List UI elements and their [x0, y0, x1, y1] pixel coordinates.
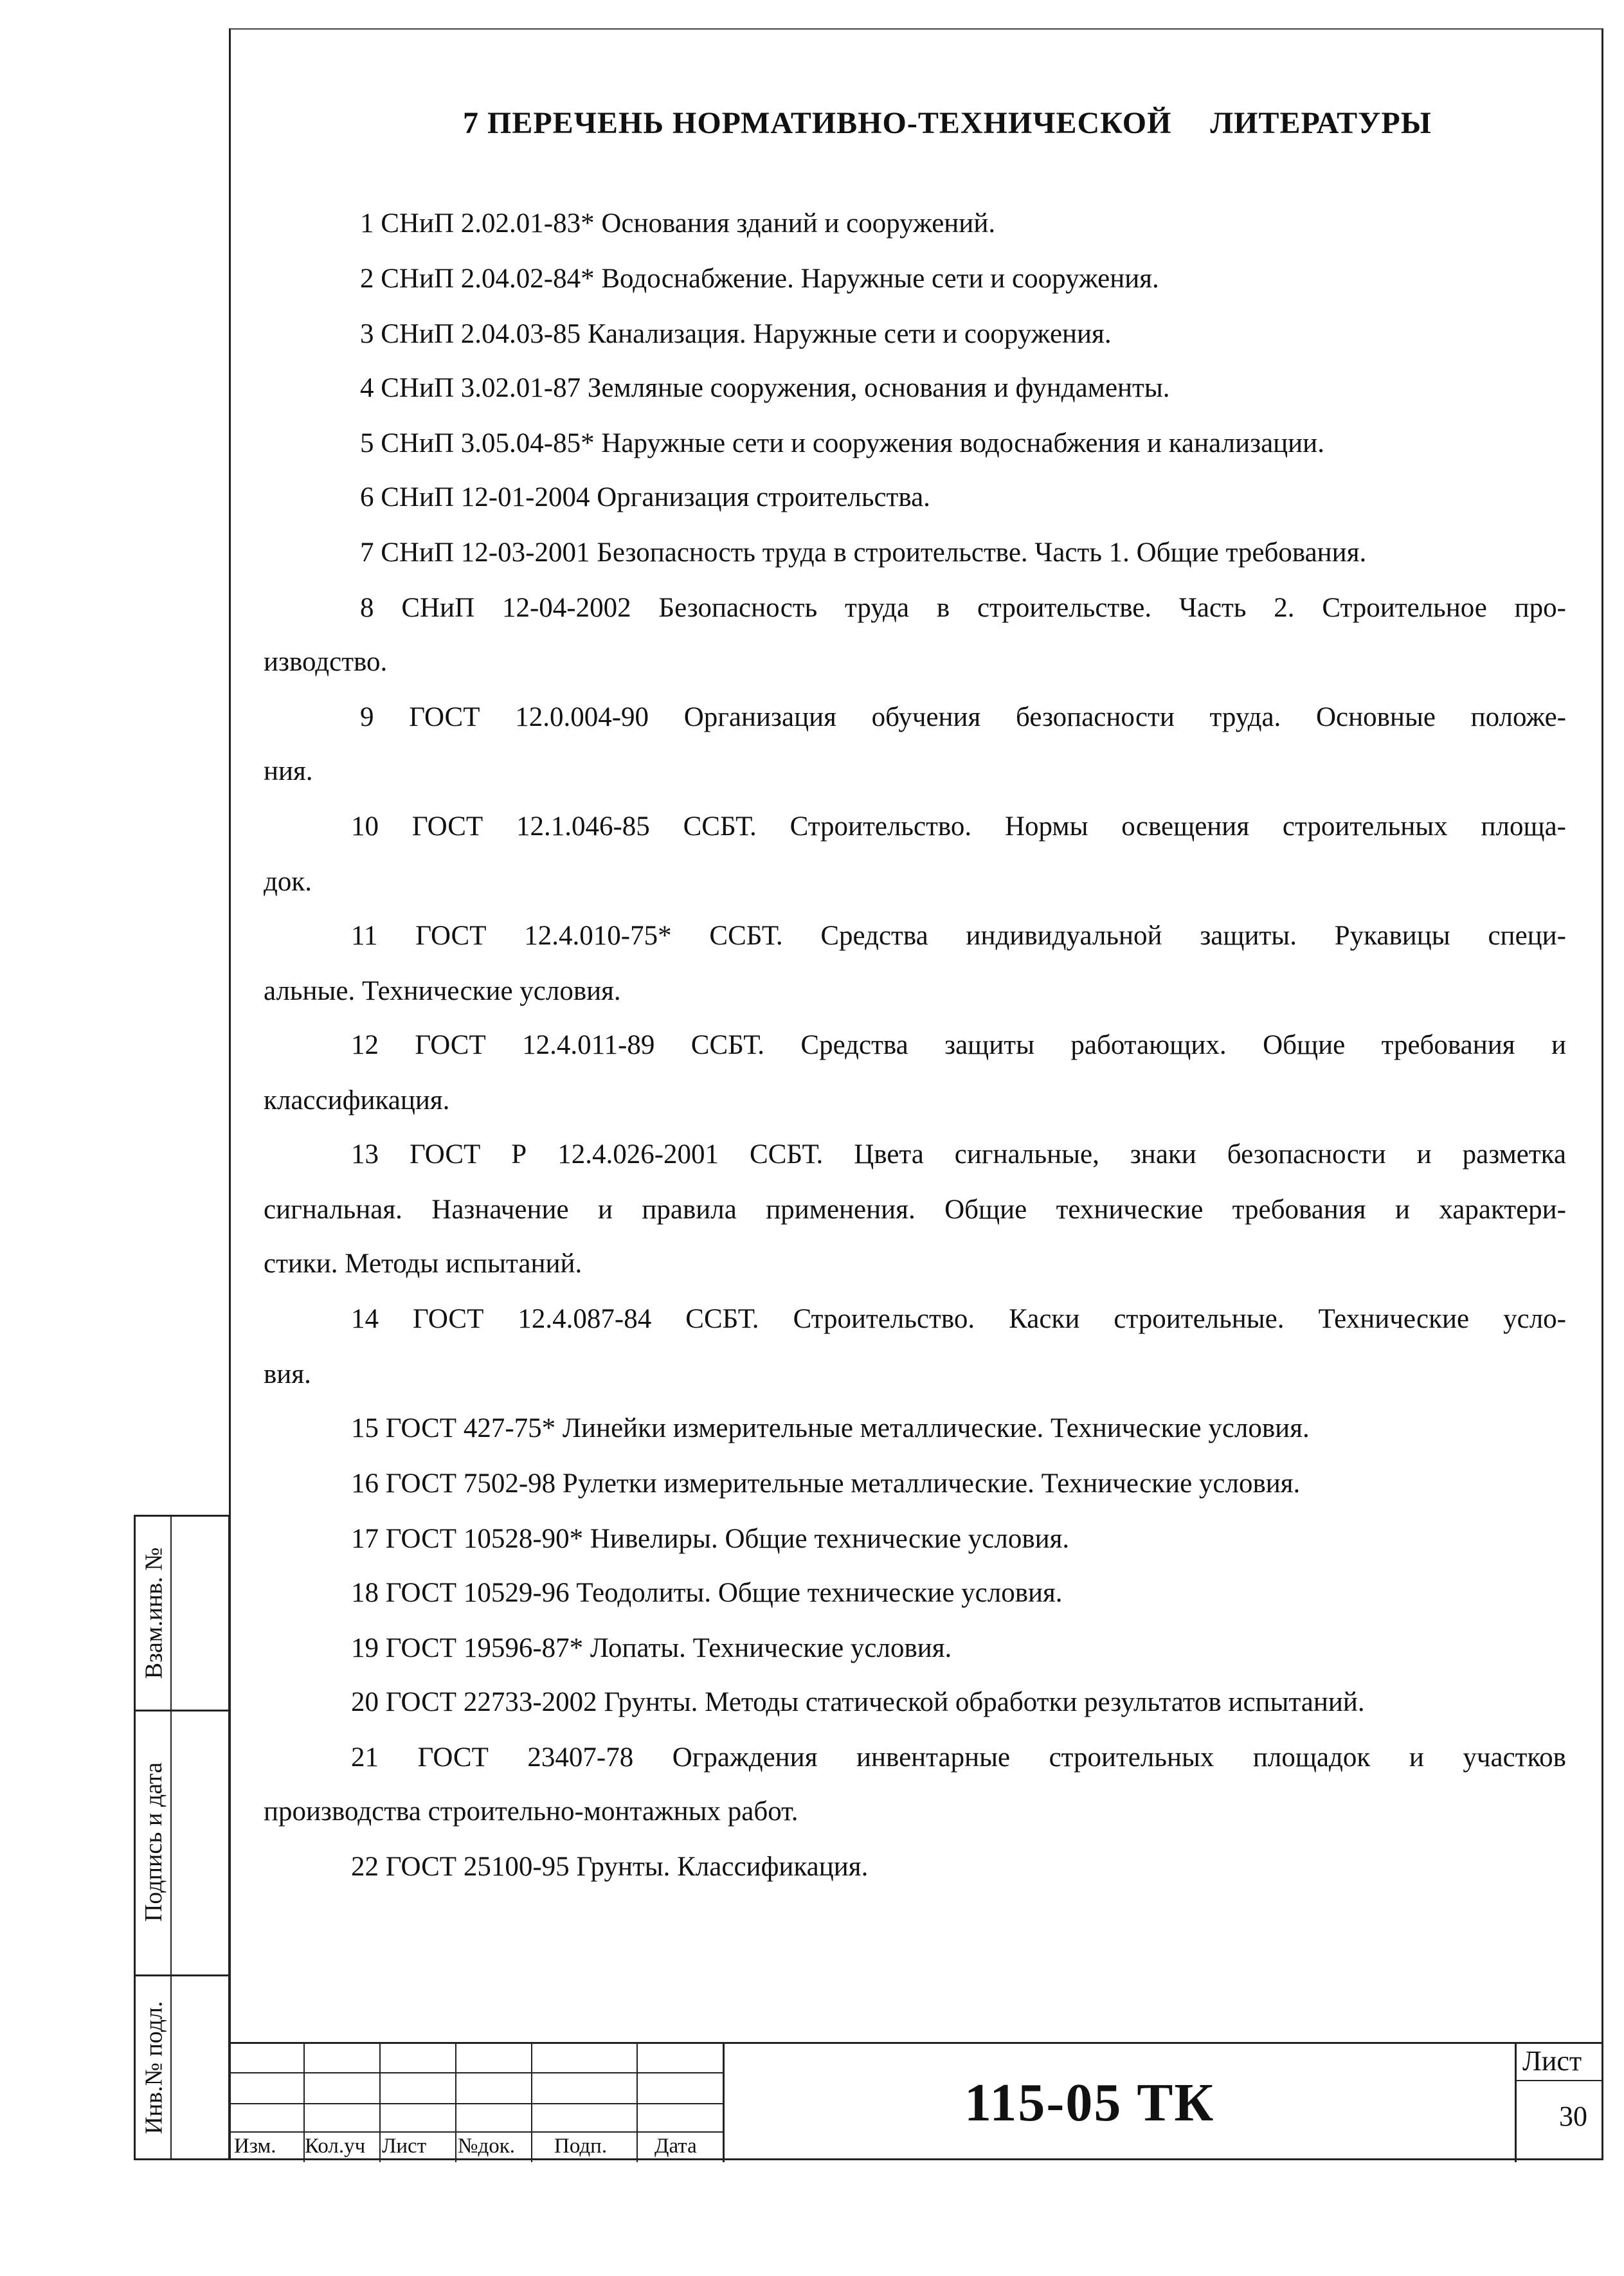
reference-line: 7 СНиП 12-03-2001 Безопасность труда в строительстве. Часть 1. Общие требования.	[360, 537, 1367, 568]
page-title	[463, 105, 1432, 141]
reference-line: 14 ГОСТ 12.4.087-84 ССБТ. Строительство. Каски строительные. Технические усло-	[351, 1304, 1566, 1334]
sheet-cell-line	[1515, 2080, 1603, 2081]
reference-line: 8 СНиП 12-04-2002 Безопасность труда в строительстве. Часть 2. Строительное про-	[360, 593, 1566, 623]
reference-line: 11 ГОСТ 12.4.010-75* ССБТ. Средства индивидуальной защиты. Рукавицы специ-	[351, 921, 1566, 951]
reference-line: 12 ГОСТ 12.4.011-89 ССБТ. Средства защиты работающих. Общие требования и	[351, 1030, 1566, 1060]
sheet-label: Лист	[1522, 2045, 1582, 2077]
reference-line: 3 СНиП 2.04.03-85 Канализация. Наружные сети и сооружения.	[360, 319, 1112, 349]
title-block-divider	[723, 2044, 725, 2162]
title-block-row-line	[229, 2131, 723, 2133]
reference-line: 1 СНиП 2.02.01-83* Основания зданий и сооружений.	[360, 208, 996, 239]
signature-date-label: Подпись и дата	[140, 1762, 168, 1922]
reference-line: 18 ГОСТ 10529-96 Теодолиты. Общие технические условия.	[351, 1578, 1063, 1608]
reference-line: 15 ГОСТ 427-75* Линейки измерительные металлические. Технические условия.	[351, 1413, 1310, 1443]
reference-continuation-line: стики. Методы испытаний.	[264, 1249, 582, 1279]
reference-line: 17 ГОСТ 10528-90* Нивелиры. Общие технические условия.	[351, 1524, 1070, 1554]
col-podp-label: Подп.	[554, 2135, 608, 2158]
reference-line: 21 ГОСТ 23407-78 Ограждения инвентарные строительных площадок и участков	[351, 1742, 1566, 1773]
reference-continuation-line: альные. Технические условия.	[264, 976, 621, 1006]
reference-line: 4 СНиП 3.02.01-87 Земляные сооружения, основания и фундаменты.	[360, 373, 1170, 403]
page-title-part2: ЛИТЕРАТУРЫ	[1210, 106, 1432, 140]
reference-continuation-line: классификация.	[264, 1085, 450, 1115]
reference-line: 20 ГОСТ 22733-2002 Грунты. Методы статической обработки результатов испытаний.	[351, 1687, 1365, 1717]
sheet-number: 30	[1559, 2100, 1587, 2132]
reference-continuation-line: док.	[264, 867, 312, 897]
replaced-inv-label: Взам.инв. №	[140, 1547, 168, 1679]
reference-line: 5 СНиП 3.05.04-85* Наружные сети и сооружения водоснабжения и канализации.	[360, 428, 1324, 458]
title-block-divider	[1515, 2044, 1517, 2162]
page-title-part1: 7 ПЕРЕЧЕНЬ НОРМАТИВНО-ТЕХНИЧЕСКОЙ	[463, 106, 1172, 140]
title-block	[229, 2042, 1603, 2160]
document-code: 115-05 ТК	[964, 2073, 1215, 2133]
reference-continuation-line: производства строительно-монтажных работ.	[264, 1796, 798, 1827]
reference-line: 19 ГОСТ 19596-87* Лопаты. Технические условия.	[351, 1633, 952, 1663]
reference-line: 2 СНиП 2.04.02-84* Водоснабжение. Наружные сети и сооружения.	[360, 264, 1159, 294]
reference-line: 9 ГОСТ 12.0.004-90 Организация обучения безопасности труда. Основные положе-	[360, 702, 1566, 732]
reference-line: 6 СНиП 12-01-2004 Организация строительства.	[360, 482, 930, 512]
col-list-label: Лист	[382, 2135, 427, 2158]
side-stamp	[134, 1515, 230, 2160]
title-block-row-line	[229, 2103, 723, 2104]
col-kol-label: Кол.уч	[305, 2135, 366, 2158]
col-izm-label: Изм.	[234, 2135, 276, 2158]
reference-continuation-line: ния.	[264, 756, 313, 786]
reference-line: 10 ГОСТ 12.1.046-85 ССБТ. Строительство. Нормы освещения строительных площа-	[351, 811, 1566, 842]
reference-line: 22 ГОСТ 25100-95 Грунты. Классификация.	[351, 1852, 869, 1882]
reference-line: 16 ГОСТ 7502-98 Рулетки измерительные металлические. Технические условия.	[351, 1468, 1301, 1499]
reference-line: 13 ГОСТ Р 12.4.026-2001 ССБТ. Цвета сигнальные, знаки безопасности и разметка	[351, 1139, 1566, 1170]
orig-inv-label: Инв.№ подл.	[140, 2001, 168, 2135]
reference-continuation-line: изводство.	[264, 647, 388, 677]
reference-continuation-line: вия.	[264, 1359, 311, 1389]
col-ndoc-label: №док.	[458, 2135, 516, 2158]
reference-continuation-line: сигнальная. Назначение и правила применения. Общие технические требования и характери-	[264, 1195, 1566, 1225]
title-block-row-line	[229, 2072, 723, 2073]
col-data-label: Дата	[654, 2135, 697, 2158]
